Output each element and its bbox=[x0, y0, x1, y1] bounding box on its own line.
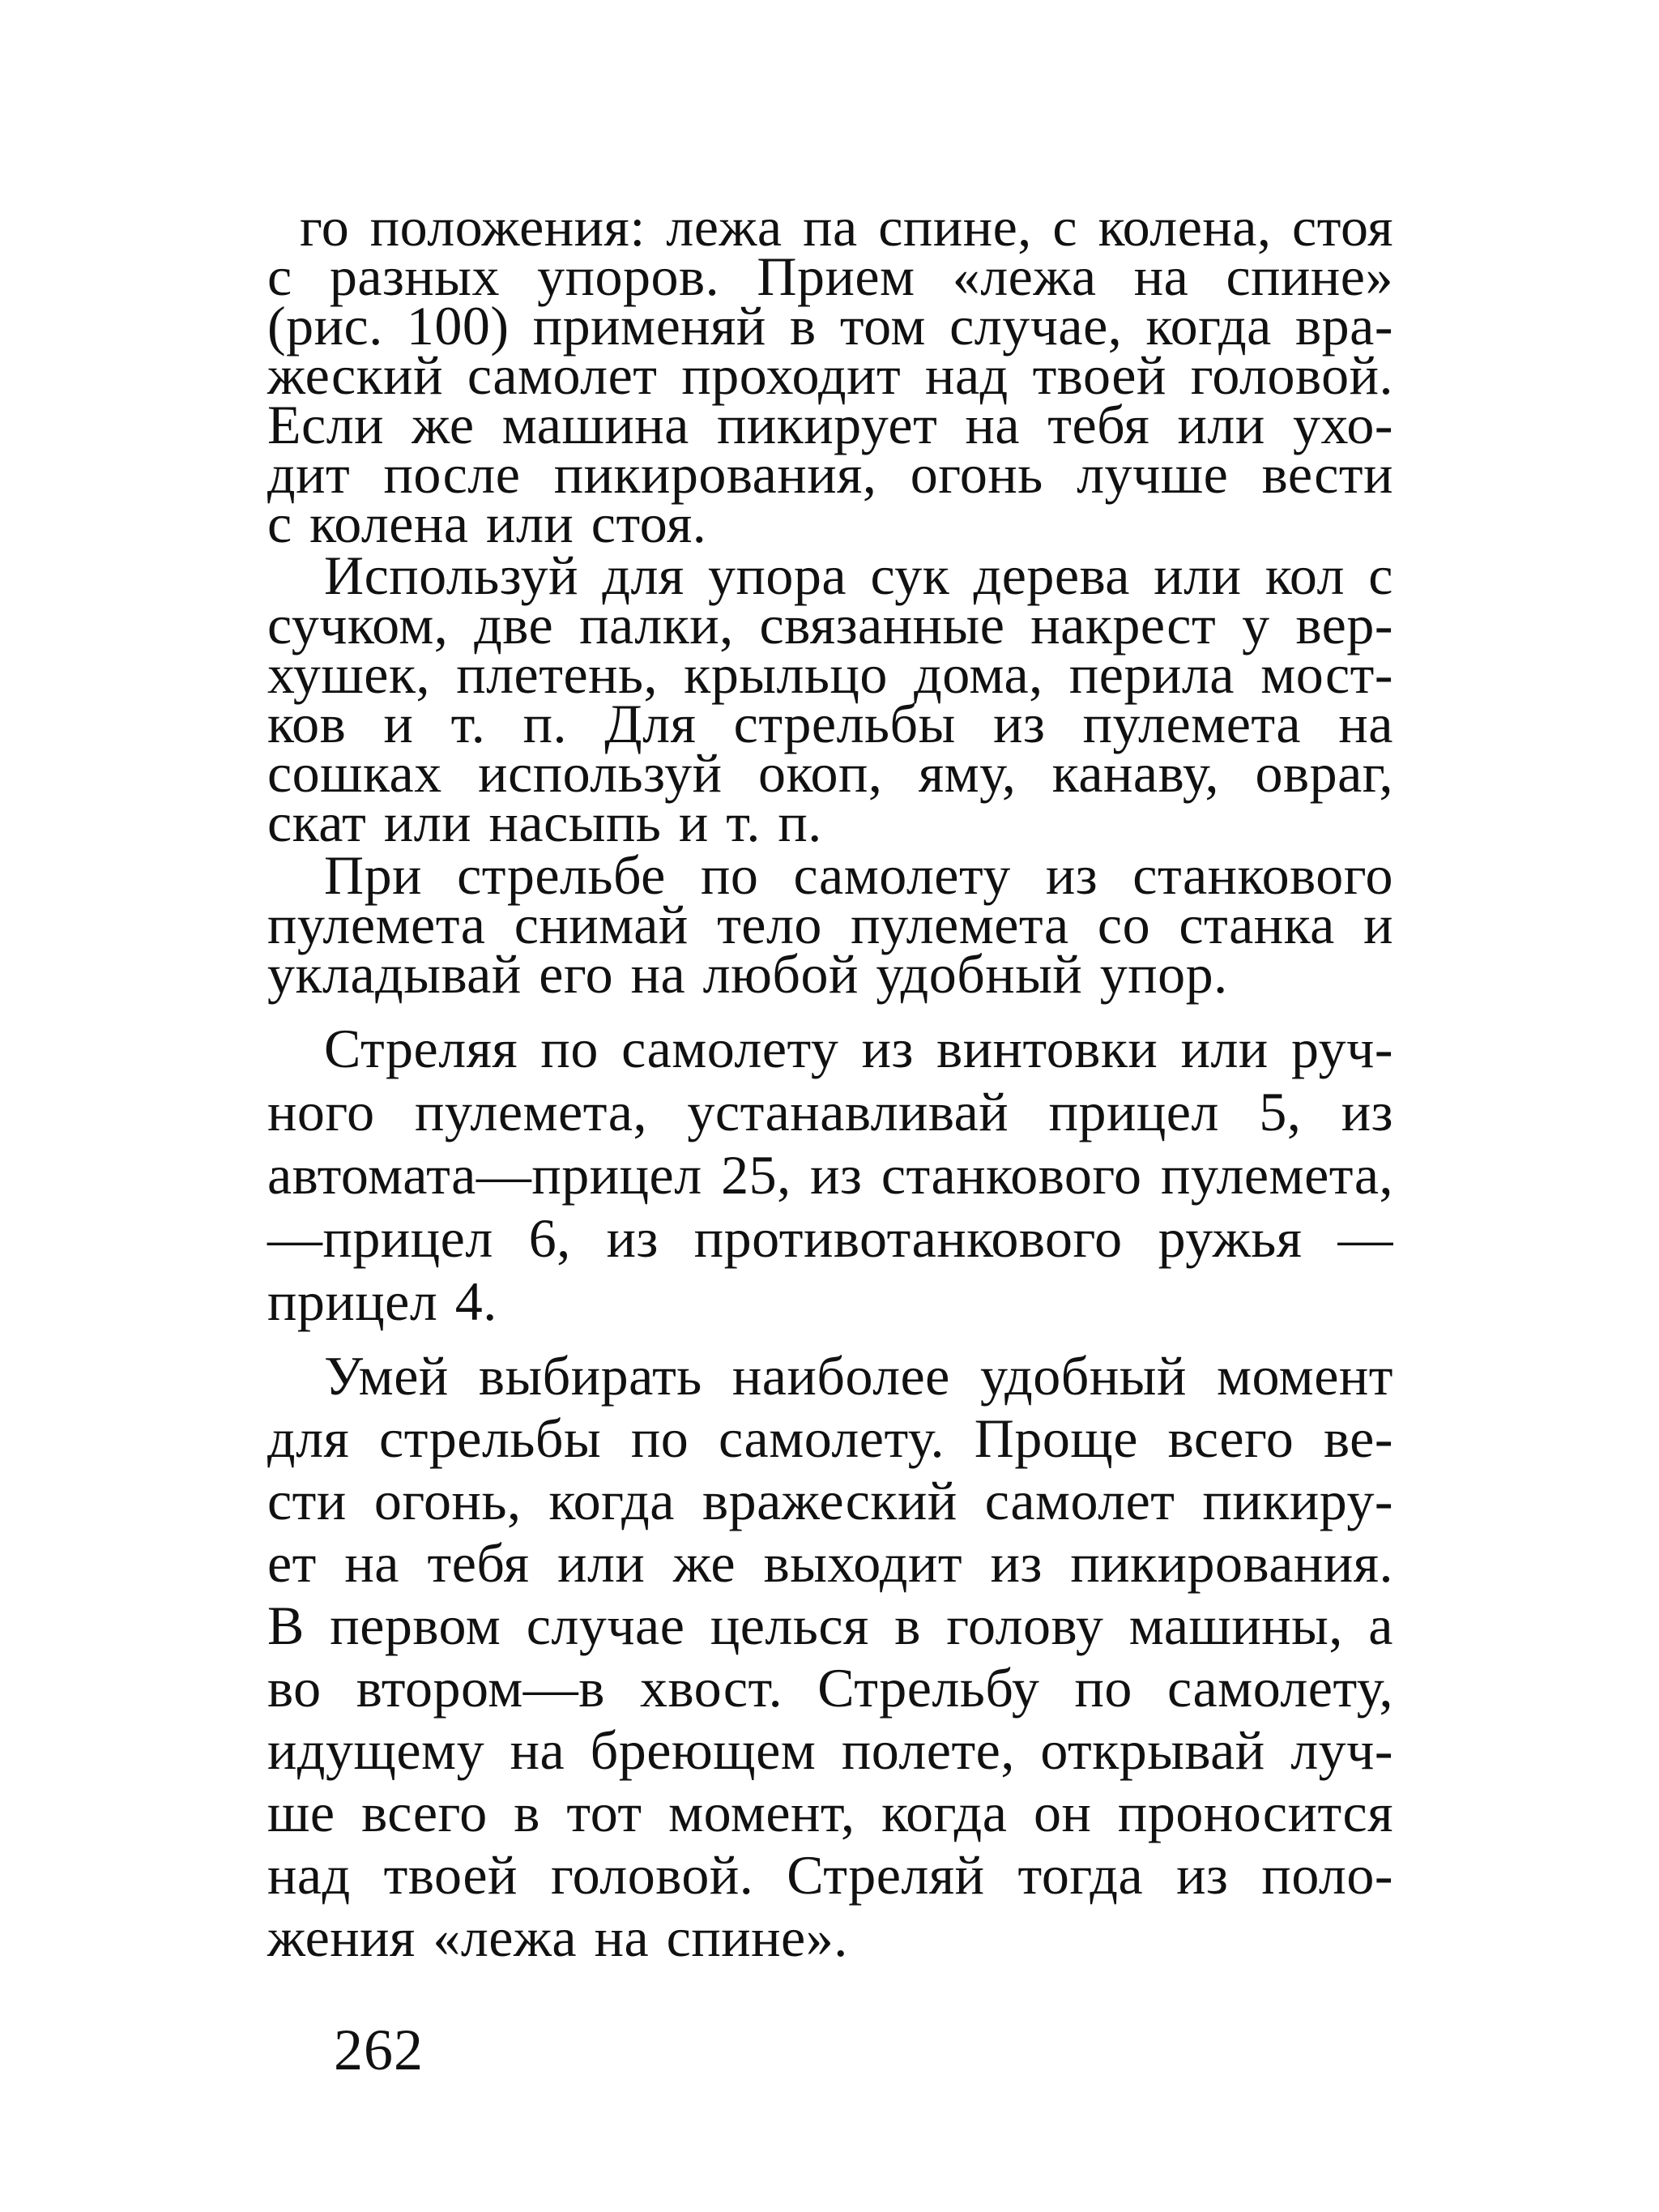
text-line: дит после пикирования, огонь лучше вести bbox=[267, 443, 1393, 505]
paragraph-supports bbox=[267, 544, 1393, 853]
text-line: Умей выбирать наиболее удобный момент bbox=[324, 1345, 1393, 1407]
text-line: сучком, две палки, связанные накрест у вер- bbox=[267, 594, 1393, 655]
text-line: над твоей головой. Стреляй тогда из поло- bbox=[267, 1844, 1393, 1906]
text-line: Используй для упора сук дерева или кол с bbox=[324, 544, 1393, 606]
text-line: сошках используй окоп, яму, канаву, овраг, bbox=[267, 742, 1393, 804]
text-line: идущему на бреющем полете, открывай луч- bbox=[267, 1719, 1393, 1781]
paragraph-heavy-machine-gun bbox=[267, 844, 1393, 1005]
text-line: с разных упоров. Прием «лежа на спине» bbox=[267, 246, 1393, 307]
text-line: скат или насыпь и т. п. bbox=[267, 792, 822, 853]
text-line: ет на тебя или же выходит из пикирования. bbox=[267, 1532, 1393, 1594]
text-line: жения «лежа на спине». bbox=[267, 1907, 848, 1968]
paragraph-firing-positions bbox=[267, 196, 1393, 554]
text-line: го положения: лежа па спине, с колена, стоя bbox=[300, 196, 1393, 258]
text-line: ков и т. п. Для стрельбы из пулемета на bbox=[267, 693, 1393, 754]
text-line: прицел 4. bbox=[267, 1270, 497, 1332]
page-number: 262 bbox=[334, 2018, 424, 2082]
text-line: Стреляя по самолету из винтовки или руч- bbox=[324, 1018, 1393, 1079]
text-line: сти огонь, когда вражеский самолет пикиру- bbox=[267, 1470, 1393, 1531]
text-line: В первом случае целься в голову машины, а bbox=[267, 1595, 1393, 1656]
text-line: с колена или стоя. bbox=[267, 493, 707, 554]
paragraph-firing-moment bbox=[267, 1345, 1393, 1969]
text-line: укладывай его на любой удобный упор. bbox=[267, 943, 1228, 1005]
text-line: Если же машина пикирует на тебя или ухо- bbox=[267, 394, 1393, 455]
text-line: При стрельбе по самолету из станкового bbox=[324, 844, 1393, 906]
text-line: (рис. 100) применяй в том случае, когда вра- bbox=[267, 295, 1393, 357]
text-line: ного пулемета, устанавливай прицел 5, из bbox=[267, 1081, 1393, 1142]
text-line: во втором—в хвост. Стрельбу по самолету, bbox=[267, 1657, 1393, 1719]
text-line: жеский самолет проходит над твоей головой. bbox=[267, 344, 1393, 406]
text-line: для стрельбы по самолету. Проще всего ве- bbox=[267, 1407, 1393, 1469]
paragraph-sight-settings bbox=[267, 1017, 1393, 1333]
text-line: хушек, плетень, крыльцо дома, перила мост- bbox=[267, 643, 1393, 705]
text-line: автомата—прицел 25, из станкового пулемета, bbox=[267, 1144, 1393, 1206]
text-line: пулемета снимай тело пулемета со станка и bbox=[267, 894, 1393, 955]
text-line: —прицел 6, из противотанкового ружья — bbox=[267, 1207, 1393, 1269]
text-line: ше всего в тот момент, когда он проносится bbox=[267, 1782, 1393, 1843]
